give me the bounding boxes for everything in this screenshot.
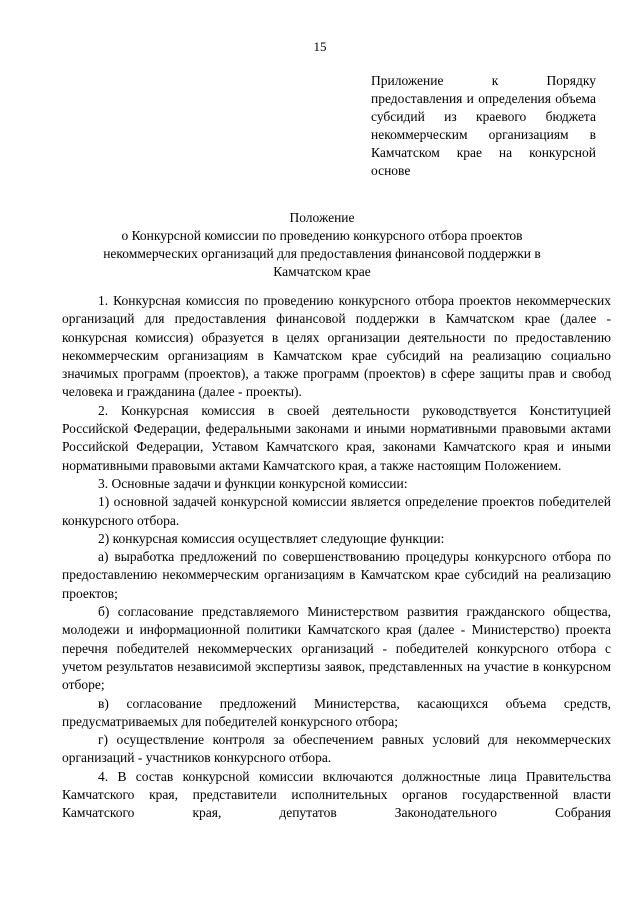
- paragraph-3-2-a: а) выработка предложений по совершенствованию процедуры конкурсного отбора по предоставлению некоммерческим организациям в Камчатском крае субсидий на реализацию проектов;: [62, 549, 611, 601]
- title-heading: Положение: [289, 210, 355, 225]
- document-body: [62, 292, 611, 823]
- document-title: [88, 209, 556, 281]
- paragraph-3-2-d: г) осуществление контроля за обеспечением равных условий для некоммерческих организаций - участников конкурсного отбора.: [62, 732, 611, 766]
- paragraph-3-2-b: б) согласование представляемого Министерством развития гражданского общества, молодежи и информационной политики Камчатского края (далее - Министерство) проекта перечня победителей некоммерческих организаций - победителей конкурсного отбора с учетом результатов независимой экспертизы заявок, представленных на участие в конкурсном отборе;: [62, 604, 611, 693]
- paragraph-4: 4. В состав конкурсной комиссии включаются должностные лица Правительства Камчатского края, представители исполнительных органов государственной власти Камчатского края, депутатов Законодательного Собрания: [62, 768, 611, 821]
- paragraph-3-2: 2) конкурсная комиссия осуществляет следующие функции:: [98, 530, 445, 546]
- paragraph-3-2-c: в) согласование предложений Министерства, касающихся объема средств, предусматриваемых для победителей конкурсного отбора;: [62, 695, 611, 729]
- paragraph-3: 3. Основные задачи и функции конкурсной комиссии:: [98, 475, 408, 491]
- title-subtitle-line-3: Камчатском крае: [273, 264, 371, 279]
- appendix-note: Приложение к Порядку предоставления и определения объема субсидий из краевого бюджета некоммерческим организациям в Камчатском крае на конкурсной основе: [371, 73, 596, 178]
- page-number: 15: [313, 39, 327, 54]
- paragraph-3-1: 1) основной задачей конкурсной комиссии является определение проектов победителей конкурсного отбора.: [62, 494, 611, 528]
- paragraph-1: 1. Конкурсная комиссия по проведению конкурсного отбора проектов некоммерческих организаций для предоставления финансовой поддержки в Камчатском крае (далее - конкурсная комиссия) образуется в целях организации деятельности по предоставлению некоммерческим организациям в Камчатском крае субсидий на реализацию социально значимых программ (проектов), а также программ (проектов) в сфере защиты прав и свобод человека и гражданина (далее - проекты).: [62, 293, 611, 400]
- paragraph-2: 2. Конкурсная комиссия в своей деятельности руководствуется Конституцией Российской Федерации, федеральными законами и иными нормативными правовыми актами Российской Федерации, Уставом Камчатского края, законами Камчатского края и иными нормативными правовыми актами Камчатского края, а также настоящим Положением.: [62, 402, 611, 473]
- title-subtitle-line-2: некоммерческих организаций для предоставления финансовой поддержки в: [103, 246, 541, 261]
- title-subtitle-line-1: о Конкурсной комиссии по проведению конкурсного отбора проектов: [121, 228, 523, 243]
